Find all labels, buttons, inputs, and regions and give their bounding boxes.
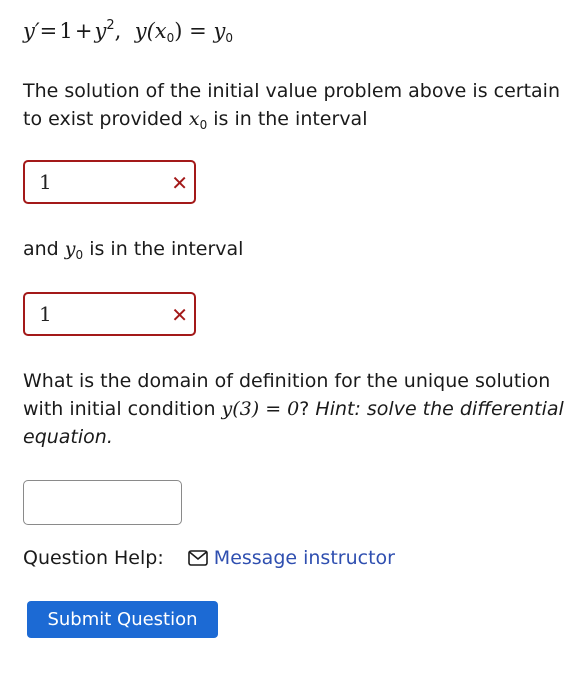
answer-1-input[interactable] [23, 160, 196, 204]
question-3-text [23, 367, 573, 451]
incorrect-x-icon: ✕ [171, 303, 188, 327]
eq-plus: + [74, 19, 93, 43]
ic-equals: = [189, 19, 207, 43]
eq-one: 1 [59, 19, 73, 43]
ic-rhs: y [213, 19, 226, 43]
q1-var: x [188, 108, 200, 130]
incorrect-x-icon: ✕ [171, 171, 188, 195]
question-1-text [23, 77, 578, 139]
answer-1-value: 1 [39, 170, 52, 194]
question-2-text [23, 235, 243, 269]
question-help [23, 547, 395, 571]
ic-rhs-subscript: 0 [225, 31, 233, 45]
eq-exponent: 2 [106, 18, 115, 33]
q1-var-sub: 0 [199, 118, 208, 132]
differential-equation [23, 18, 233, 45]
eq-equals: = [39, 19, 58, 43]
q2-var: y [64, 238, 76, 260]
q3-text-before: What is the domain of definition for the unique solution with initial condition [23, 370, 551, 420]
answer-3-input[interactable] [23, 480, 182, 525]
eq-comma: , [114, 19, 122, 43]
ic-close: ) [174, 19, 183, 43]
ic-function: y(x [134, 19, 167, 43]
q3-condition: y(3) = 0 [221, 398, 300, 420]
ic-subscript: 0 [166, 31, 175, 45]
envelope-icon [188, 549, 208, 571]
message-instructor-link[interactable]: Message instructor [213, 547, 395, 569]
q3-question-mark: ? [299, 398, 316, 420]
submit-question-button[interactable]: Submit Question [27, 601, 218, 638]
q2-var-sub: 0 [75, 248, 84, 262]
answer-2-input[interactable] [23, 292, 196, 336]
eq-y: y [94, 19, 107, 43]
q3-hint: Hint: solve the differential equation. [23, 398, 564, 448]
q2-text-after: is in the interval [83, 238, 244, 260]
question-help-label: Question Help: [23, 547, 164, 569]
answer-2-value: 1 [39, 302, 52, 326]
q1-text-before: The solution of the initial value problem above is certain to exist provided [23, 80, 560, 130]
eq-lhs: y′ [23, 19, 40, 43]
q2-text-before: and [23, 238, 65, 260]
q1-text-after: is in the interval [207, 108, 368, 130]
